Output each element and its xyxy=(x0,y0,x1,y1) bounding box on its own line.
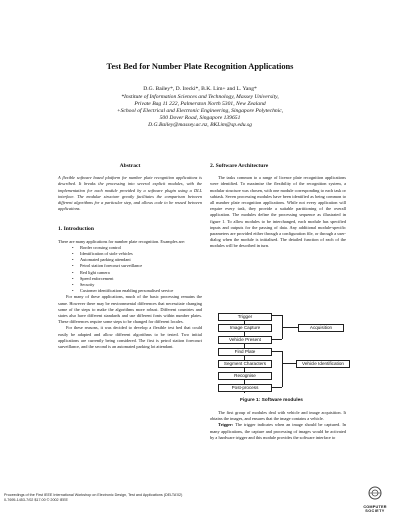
group-box-vehicle-identification: Vehicle Identification xyxy=(296,360,350,368)
list-item: • Customer identification enabling personalised service xyxy=(80,288,202,294)
affiliation-1-line-1: *Institute of Information Sciences and Technology, Massey University, xyxy=(121,94,279,100)
footer-line-2: 0-7695-1453-7/02 $17.00 © 2002 IEEE xyxy=(4,498,69,503)
list-item: • Speed enforcement xyxy=(80,276,202,282)
list-item: • Petrol station forecourt surveillance xyxy=(80,263,202,269)
group-box-acquisition: Acquisition xyxy=(298,324,344,332)
trigger-label: Trigger: xyxy=(218,422,234,428)
figure-caption: Figure 1: Software modules xyxy=(240,398,303,403)
software-paragraph-1: The tasks common to a range of licence plate recognition applications were identified. To maximise the flexibility of the recognition system, a modular structure was chosen, with one module corresponding to each task or subtask. Seven processing modules have been identified as being common to all number plate recognition applications. While not every application will require every task, they provide a suitable partitioning of the overall application. The modules define the processing sequence as illustrated in figure 1. To allow modules to be interchanged, each module has specified inputs and outputs for the passing of data. Any additional module-specific parameters are provided either through a configuration file, or through a user-dialog when the module is initialised. The detailed function of each of the modules will be described in turn. xyxy=(210,175,346,249)
module-box: Image Capture xyxy=(218,324,272,332)
group-bracket xyxy=(272,339,282,340)
logo-text-top: COMPUTER xyxy=(363,505,387,509)
intro-paragraph-2: For many of these applications, much of the basic processing remains the same. However there may be environmental differences that necessitate changing some of the steps to make the algorithms more robust. Different countries and states also have different standards and use different fonts within number plates. These differences require some steps to be changed for different locales. xyxy=(58,294,202,325)
abstract-text: A flexible software based platform for number plate recognition applications is described. It breaks the processing into several explicit modules, with the implementation for each module provided by a software plugin using a DLL interface. The modular structure greatly facilitates the comparison between different algorithms for a particular step, and allows code to be reused between applications. xyxy=(58,175,202,212)
module-box: Find Plate xyxy=(218,348,272,356)
module-box: Segment Characters xyxy=(218,360,272,368)
intro-paragraph-1: There are many applications for number plate recognition. Examples are: xyxy=(58,238,186,244)
author-list: D.G. Bailey*, D. Irecki*, B.K. Lim+ and L. Yang* xyxy=(143,86,257,92)
trigger-paragraph xyxy=(210,422,346,441)
trigger-text: The trigger indicates when an image should be captured. In many applications, the capture and processing of images would be activated by a hardware trigger and this module provides the software interface to xyxy=(210,422,346,440)
computer-society-logo xyxy=(358,486,392,513)
affiliation-1-line-2: Private Bag 11 222, Palmerston North 5301, New Zealand xyxy=(134,101,266,107)
module-box: Trigger xyxy=(218,313,272,321)
module-box: Vehicle Present xyxy=(218,336,272,344)
list-item: • Automated parking attendant xyxy=(80,257,202,263)
module-box: Post-process xyxy=(218,384,272,392)
module-box: Recognise xyxy=(218,372,272,380)
software-paragraph-2: The first group of modules deal with vehicle and image acquisition. It obtains the images, and ensures that the image contains a vehicle. xyxy=(210,410,346,422)
group-bracket xyxy=(272,351,282,352)
affiliation-2-line-2: 500 Dover Road, Singapore 139651 xyxy=(159,115,241,121)
list-item: • Border crossing control xyxy=(80,245,202,251)
group-bracket xyxy=(272,315,282,316)
software-heading: 2. Software Architecture xyxy=(210,163,269,169)
left-column xyxy=(58,163,202,350)
application-list xyxy=(58,245,202,295)
logo-emblem-icon xyxy=(368,486,382,500)
author-emails: D.G.Bailey@massey.ac.nz, BKLim@sp.edu.sg xyxy=(148,122,252,128)
abstract-heading: Abstract xyxy=(119,163,141,169)
footer-line-1: Proceedings of the First IEEE International Workshop on Electronic Design, Test and Applications (DELTA'02) xyxy=(4,493,183,497)
paper-title: Test Bed for Number Plate Recognition Applications xyxy=(106,62,294,71)
list-item: • Security xyxy=(80,282,202,288)
right-column-top xyxy=(210,163,346,250)
logo-text-bottom: SOCIETY xyxy=(365,509,385,513)
right-column-bottom xyxy=(210,410,346,441)
list-item: • Red light camera xyxy=(80,270,202,276)
group-bracket xyxy=(282,327,298,328)
group-bracket xyxy=(282,351,283,387)
affiliation-2-line-1: +School of Electrical and Electronic Engineering, Singapore Polytechnic, xyxy=(116,108,284,114)
introduction-heading: 1. Introduction xyxy=(58,226,94,233)
group-bracket xyxy=(282,363,296,364)
list-item: • Identification of stole vehicles xyxy=(80,251,202,257)
proceedings-footer xyxy=(4,493,182,503)
intro-paragraph-3: For these reasons, it was decided to develop a flexible test bed that could easily be adapted and allow different algorithms to be tested. Two initial applications are currently being considered. The first is petrol station forecourt surveillance, and the second is an automated parking lot attendant. xyxy=(58,325,202,350)
group-bracket xyxy=(272,387,282,388)
